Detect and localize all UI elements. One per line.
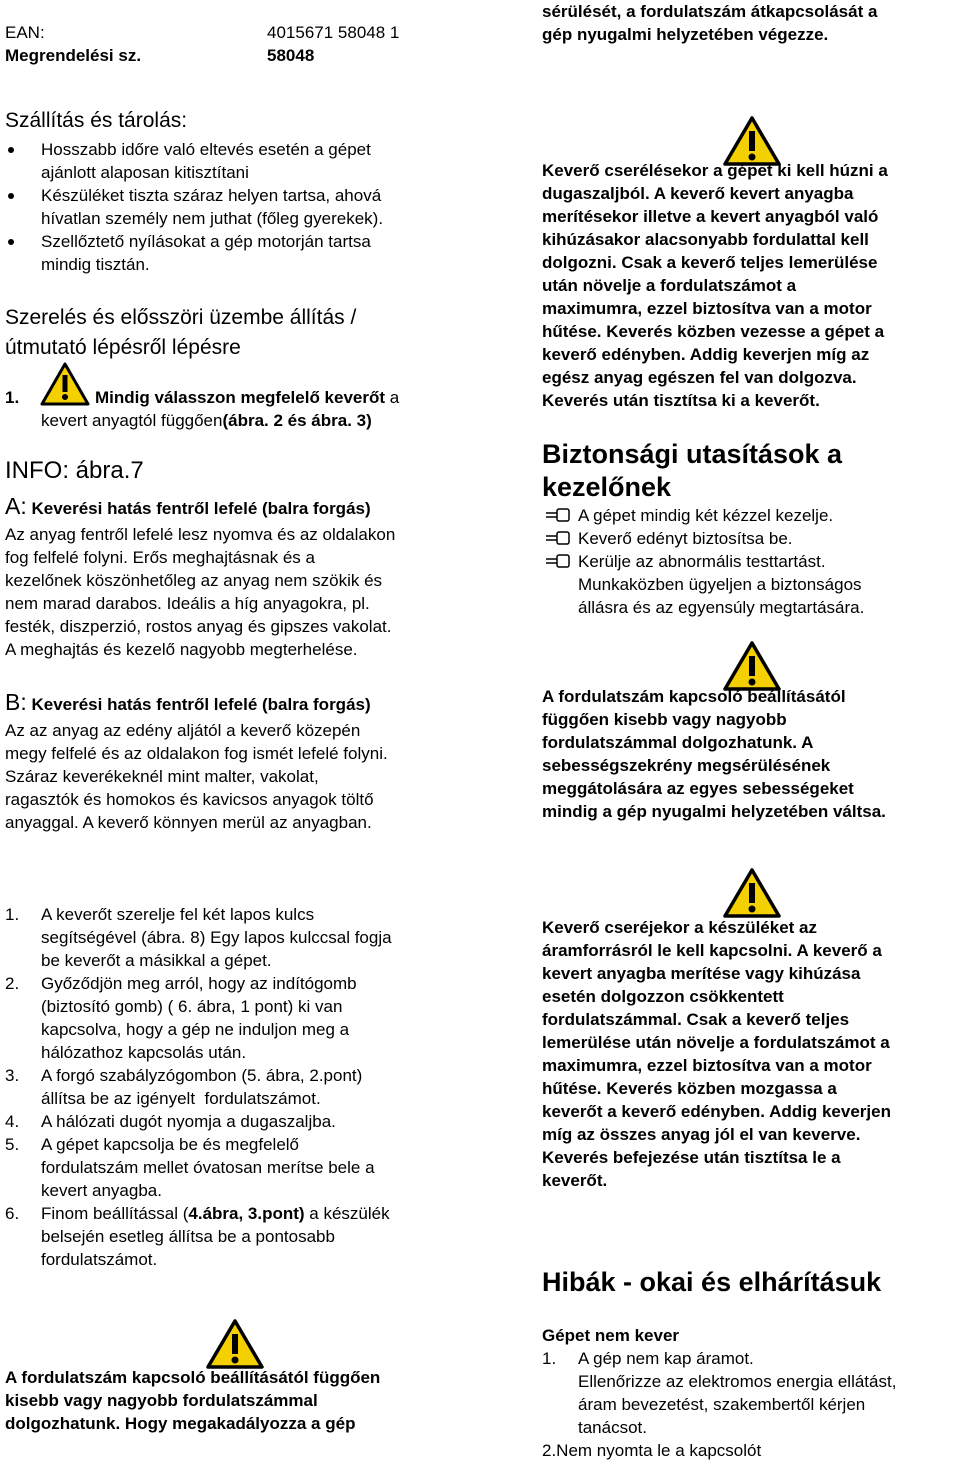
text-line: belsején esetleg állítsa be a pontosabb [41,1227,335,1246]
text-line: ragasztók és homokos és kavicsos anyagok töltő [5,790,374,809]
text-line: be keverőt a másikkal a gépet. [41,951,272,970]
text-line: kihúzásakor alacsonyabb fordulattal kell [542,230,869,249]
list-item [5,1064,485,1110]
text-line: A gépet kapcsolja be és megfelelő [41,1135,300,1154]
warning-icon [722,867,782,919]
text-line: keverőt. [542,1171,608,1190]
text-line: Keverő cseréjekor a készüléket az [542,918,818,937]
text-line: A meghajtás és kezelő nagyobb megterhelése. [5,640,358,659]
list-item [5,1202,485,1271]
assembly-title [5,303,356,363]
info-b-title [5,688,371,716]
bullet-icon [8,147,14,153]
text-line: maximumra, ezzel biztosítva van a motor [542,299,872,318]
text-line: meggátolására az egyes sebességeket [542,779,854,798]
text-line: Az az anyag az edény aljától a keverő közepén [5,721,361,740]
text-line: útmutató lépésről lépésre [5,336,241,359]
header [5,21,465,67]
text-line: állásra és az egyensúly megtartására. [578,598,865,617]
text-line: Munkaközben ügyeljen a biztonságos [578,575,862,594]
order-label: Megrendelési sz. [5,46,142,65]
b-title: Keverési hatás fentről lefelé (balra forgás) [26,695,371,714]
text-line: fordulatszámmal. Csak a keverő teljes [542,1010,850,1029]
troubleshooting-title: Hibák - okai és elhárításuk [542,1267,882,1297]
text-line: Ellenőrizze az elektromos energia ellátást, [578,1372,897,1391]
text-line: fordulatszámot. [41,1250,158,1269]
text-line: áramforrásról le kell kapcsolni. A keverő a [542,941,882,960]
item-number: 2. [5,974,20,993]
safety-title [542,438,842,504]
text-line: Kerülje az abnormális testtartást. [578,552,826,571]
text-line: hálózathoz kapcsolás után. [41,1043,247,1062]
text-line: Győződjön meg arról, hogy az indítógomb [41,974,357,993]
text-span: Finom beállítással ( [41,1204,189,1223]
text-line: tanácsot. [578,1418,647,1437]
step-rest: a [385,388,400,407]
speed-warning-left-text [5,1366,380,1435]
text-line: Szerelés és elősszöri üzembe állítás / [5,306,357,329]
text-line: esetén dolgozzon csökkentett [542,987,784,1006]
text-line: kevert anyagba merítése vagy kihúzása [542,964,861,983]
text-line: ajánlott alaposan kitisztítani [41,163,249,182]
item-number: 5. [5,1135,20,1154]
text-line: anyaggal. A keverő könnyen merül az anyagban. [5,813,372,832]
text-line: fordulatszámmal dolgozhatunk. A [542,733,814,752]
text-line: sebességszekrény megsérülésének [542,756,831,775]
text-line: dolgozhatunk. Hogy megakadályozza a gép [5,1414,356,1433]
text-line: mindig tisztán. [41,255,150,274]
text-line: sérülését, a fordulatszám átkapcsolását a [542,2,878,21]
text-line: Száraz keverékeknél mint malter, vakolat, [5,767,319,786]
info-b-text [5,719,388,834]
text-line: kevert anyagba. [41,1181,162,1200]
text-line: hűtése. Keverés közben mozgassa a [542,1079,837,1098]
speed-warning-right-text [542,685,886,823]
text-line: kezelőnek köszönhetőleg az anyag nem szökik és [5,571,383,590]
plug-icon [544,554,572,568]
list-item [5,1110,485,1133]
text-line: Keverő edényt biztosítsa be. [578,529,793,548]
list-item [542,1347,960,1439]
plug-icon [544,531,572,545]
list-item [5,138,465,184]
storage-title: Szállítás és tárolás: [5,109,188,132]
a-letter: A: [5,493,27,519]
storage-list [5,138,465,276]
text-line: Keverés befejezése után tisztítsa le a [542,1148,841,1167]
item-number: 1. [542,1349,557,1368]
step-text [95,386,399,409]
right-top-text [542,0,877,46]
list-item [5,903,485,972]
step-normal: kevert anyagtól függően [41,411,223,430]
list-item [542,550,952,619]
text-line: mindig a gép nyugalmi helyzetében váltsa. [542,802,886,821]
text-line: Biztonsági utasítások a [542,439,843,469]
text-span-bold: 4.ábra, 3.pont) [188,1204,305,1223]
list-item [5,1133,485,1202]
text-line: Keverés után tisztítsa ki a keverőt. [542,391,820,410]
text-line: megy felfelé és az oldalakon fog ismét lefelé folyni. [5,744,388,763]
text-line: A fordulatszám kapcsoló beállításától [542,687,846,706]
list-item [5,972,485,1064]
text-line: Szellőztető nyílásokat a gép motorján tartsa [41,232,371,251]
item-number: 1. [5,905,20,924]
info-a-text [5,523,395,661]
list-item [5,230,465,276]
text-span: a készülék [304,1204,390,1223]
text-line: kezelőnek [542,472,672,502]
a-title: Keverési hatás fentről lefelé (balra forgás) [26,499,371,518]
text-line: míg az összes anyag jól el van keverve. [542,1125,861,1144]
text-line: állítsa be az igényelt fordulatszámot. [41,1089,321,1108]
item-number: 3. [5,1066,20,1085]
ean-value: 4015671 58048 1 [267,23,400,42]
text-line: 2.Nem nyomta le a kapcsolót [542,1441,762,1460]
text-line: kapcsolva, hogy a gép ne induljon meg a [41,1020,350,1039]
mixer-change-warning-text [542,916,891,1192]
text-line: lemerülése után növelje a fordulatszámot a [542,1033,890,1052]
text-line: Hosszabb időre való eltevés esetén a gépet [41,140,371,159]
text-line: függően kisebb vagy nagyobb [542,710,787,729]
text-line: segítségével (ábra. 8) Egy lapos kulccsal fogja [41,928,392,947]
text-line: egész anyag egészen fel van dolgozva. [542,368,857,387]
list-item [542,504,952,527]
text-line: hűtése. Keverés közben vezesse a gépet a [542,322,885,341]
list-item [542,527,952,550]
text-line: nem marad darabos. Ideális a híg anyagokra, pl. [5,594,370,613]
text-line: Az anyag fentről lefelé lesz nyomva és az oldalakon [5,525,396,544]
item-number: 4. [5,1112,20,1131]
step-bold-2: (ábra. 2 és ábra. 3) [222,411,372,430]
text-line: kisebb vagy nagyobb fordulatszámmal [5,1391,318,1410]
text-line: A gépet mindig két kézzel kezelje. [578,506,834,525]
text-line: (biztosító gomb) ( 6. ábra, 1 pont) ki van [41,997,343,1016]
item-number: 6. [5,1204,20,1223]
step-number: 1. [5,388,20,407]
info-title: INFO: ábra.7 [5,457,144,484]
text-line: áram bevezetést, szakembertől kérjen [578,1395,866,1414]
text-line: festék, diszperzió, rostos anyag és gipszes vakolat. [5,617,392,636]
troubleshooting-list [542,1347,960,1462]
text-line: keverő edényben. Addig keverjen míg az [542,345,870,364]
troubleshooting-subtitle: Gépet nem kever [542,1326,680,1345]
text-line: gép nyugalmi helyzetében végezze. [542,25,829,44]
order-value: 58048 [267,46,315,65]
text-line: Keverő cserélésekor a gépet ki kell húzni a [542,161,888,180]
bullet-icon [8,193,14,199]
text-line: merítésekor illetve a kevert anyagból való [542,207,879,226]
text-line: dugaszaljból. A keverő kevert anyagba [542,184,854,203]
list-item [5,184,465,230]
plug-icon [544,508,572,522]
b-letter: B: [5,689,27,715]
safety-list [542,504,952,619]
steps-list [5,903,485,1271]
text-line: A gép nem kap áramot. [578,1349,754,1368]
text-line: A hálózati dugót nyomja a dugaszaljba. [41,1112,336,1131]
warning-icon [40,362,90,406]
text-line: keverőt a keverő edényben. Addig keverjen [542,1102,891,1121]
mixer-warning-text [542,159,888,412]
text-line: A forgó szabályzógombon (5. ábra, 2.pont) [41,1066,363,1085]
bullet-icon [8,239,14,245]
text-line: maximumra, ezzel biztosítva van a motor [542,1056,872,1075]
text-line [41,1202,390,1225]
text-line: dolgozni. Csak a keverő teljes lemerülése [542,253,878,272]
text-line: fordulatszám mellet óvatosan merítse bele a [41,1158,375,1177]
info-a-title [5,492,371,520]
text-line: hívatlan személy nem juthat (főleg gyerekek). [41,209,384,228]
text-line: A keverőt szerelje fel két lapos kulcs [41,905,315,924]
warning-icon [205,1318,265,1370]
step-bold: Mindig válasszon megfelelő keverőt [95,388,386,407]
text-line: A fordulatszám kapcsoló beállításától függően [5,1368,381,1387]
text-line: Készüléket tiszta száraz helyen tartsa, ahová [41,186,382,205]
text-line: fog felfelé folyni. Erős meghajtásnak és a [5,548,315,567]
ean-label: EAN: [5,23,45,42]
step-text-2 [41,409,372,432]
text-line: után növelje a fordulatszámot a [542,276,797,295]
